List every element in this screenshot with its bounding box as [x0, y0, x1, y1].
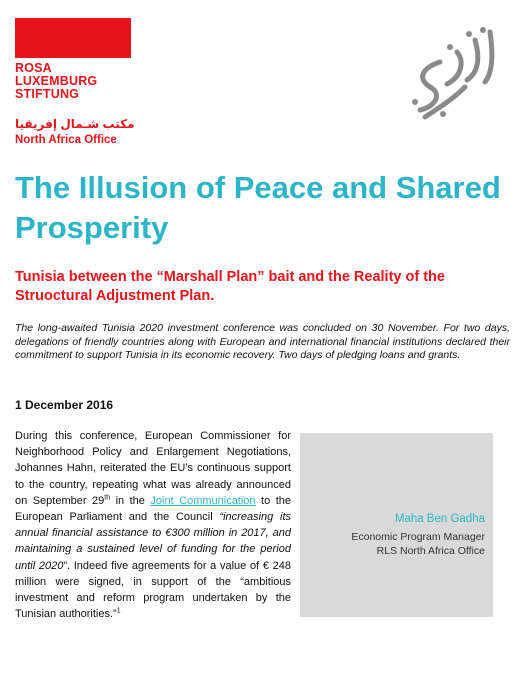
logo-arabic-text: مكتب شـمال إفريقيا: [15, 117, 135, 131]
body-paragraph: [15, 428, 291, 622]
body-text-4: ”. Indeed five agreements for a value of € 248 million were signed, in support of the “ambitious investment and reform program undertaken by the Tunisian authorities.”: [15, 559, 291, 621]
joint-communication-link[interactable]: Joint Communication: [150, 494, 256, 507]
body-text-3: to the European Parliament and the Council: [15, 494, 291, 524]
logo-office: North Africa Office: [15, 134, 117, 146]
logo-line-2: LUXEMBURG: [15, 74, 98, 88]
author-role-block: [351, 530, 485, 558]
logo-block: [15, 18, 131, 58]
intro-paragraph: The long-awaited Tunisia 2020 investment conference was concluded on 30 November. For two days, delegations of friendly countries along with European and international financial institutions declared their commitment to support Tunisia in its economic recovery. Two days of pledging loans and grants.: [15, 322, 510, 361]
publication-date: 1 December 2016: [15, 398, 114, 412]
body-text-1: During this conference, European Commissioner for Neighborhood Policy and Enlargement Negotiations, Johannes Hahn, reiterated the EU’s continuous support to the country, repeating what was already announced on September 29: [15, 430, 291, 507]
arabic-calligraphy-logo-icon: [395, 22, 505, 132]
footnote-marker[interactable]: 1: [116, 607, 121, 615]
body-text-2: in the: [110, 494, 151, 507]
logo-line-1: ROSA: [15, 61, 52, 75]
author-role: Economic Program Manager: [351, 531, 485, 543]
page-title: The Illusion of Peace and Shared Prosperity: [15, 170, 501, 245]
body-quote: “increasing its annual financial assistance to €300 million in 2017, and maintaining a sustained level of funding for the period until 2020: [15, 511, 292, 572]
author-org: RLS North Africa Office: [376, 545, 485, 557]
author-box: [300, 433, 493, 617]
logo-line-3: STIFTUNG: [15, 87, 80, 101]
page-subtitle: Tunisia between the “Marshall Plan” bait and the Reality of the Struoctural Adjustment Plan.: [15, 269, 445, 304]
logo-wordmark: [15, 62, 97, 101]
ordinal-superscript: th: [104, 494, 111, 502]
author-name: Maha Ben Gadha: [394, 513, 485, 525]
